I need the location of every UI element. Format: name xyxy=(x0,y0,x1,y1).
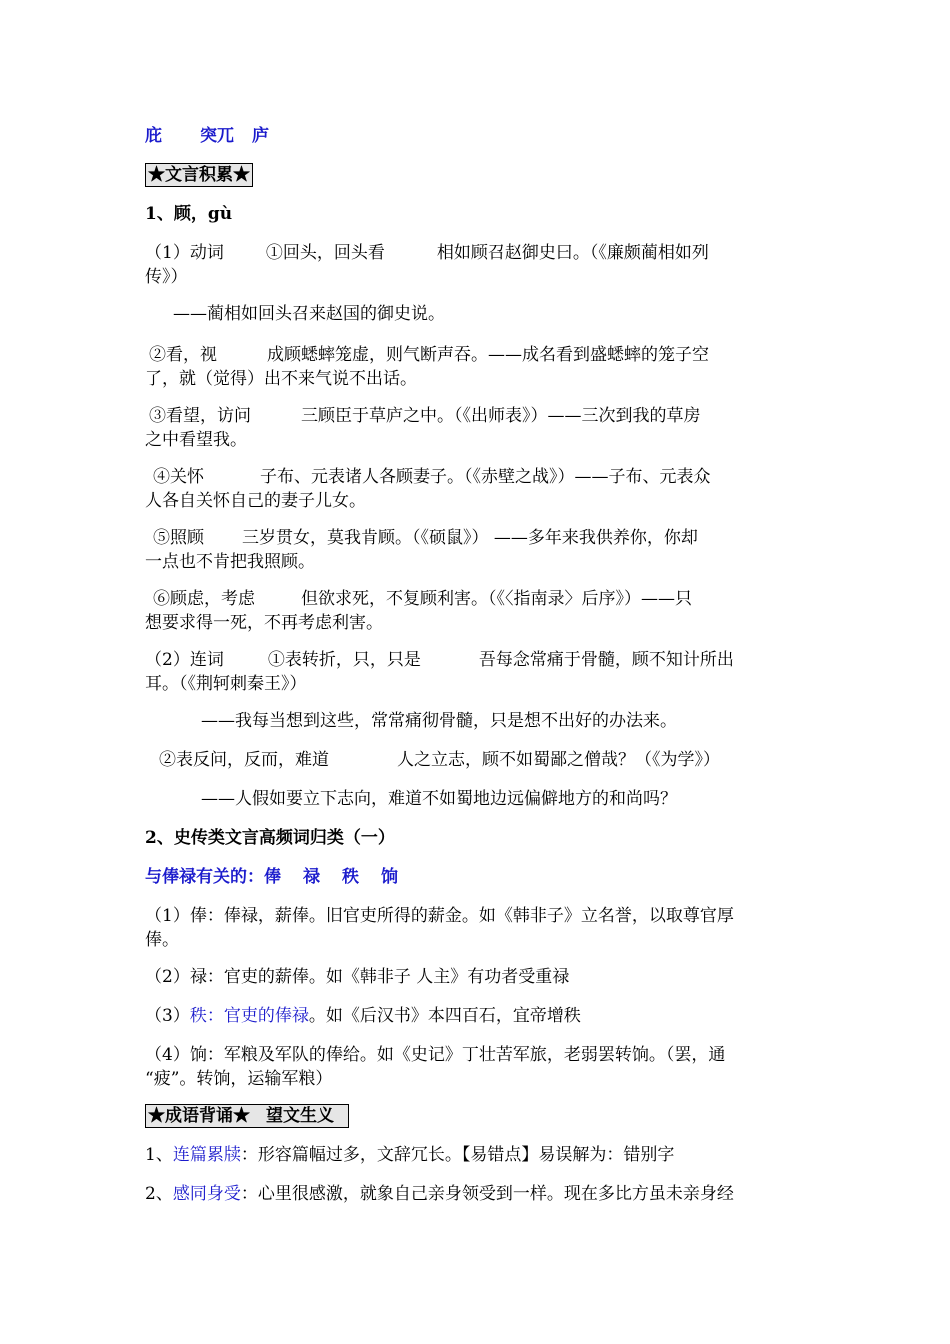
paragraph-line: ⑥顾虑，考虑 但欲求死，不复顾利害。（《〈指南录〉后序》）——只 xyxy=(153,589,692,609)
paragraph-line: ②看，视 成顾蟋蟀笼虚，则气断声吞。——成名看到盛蟋蟀的笼子空 xyxy=(149,345,709,365)
paragraph-line: ⑤照顾 三岁贯女，莫我肯顾。（《硕鼠》） ——多年来我供养你，你却 xyxy=(153,528,698,548)
paragraph-line: 人各自关怀自己的妻子儿女。 xyxy=(145,491,366,511)
keyword: 禄 xyxy=(303,867,320,887)
item-title: 2、史传类文言高频词归类（一） xyxy=(145,828,395,848)
paragraph-line: “疲”。转饷，运输军粮） xyxy=(145,1069,333,1089)
idiom-term: 连篇累牍 xyxy=(172,1145,241,1165)
paragraph-line: （2）连词 ①表转折，只，只是 吾每念常痛于骨髓，顾不知计所出 xyxy=(145,650,734,670)
header-word: 庐 xyxy=(252,126,269,146)
section-heading xyxy=(145,163,807,187)
paragraph-line: ④关怀 子布、元表诸人各顾妻子。（《赤壁之战》）——子布、元表众 xyxy=(153,467,711,487)
paragraph-line: 之中看望我。 xyxy=(145,430,247,450)
keyword: 秩 xyxy=(342,867,359,887)
list-item: 2、感同身受：心里很感激，就象自己亲身领受到一样。现在多比方虽未亲身经 xyxy=(145,1184,734,1204)
paragraph-line: 耳。（《荆轲刺秦王》） xyxy=(145,674,307,694)
keyword-group: 与俸禄有关的：俸 禄 秩 饷 xyxy=(145,867,398,887)
translation-line: ——人假如要立下志向，难道不如蜀地边远偏僻地方的和尚吗？ xyxy=(201,789,677,809)
item-title: 1、顾，gù xyxy=(145,204,233,224)
paragraph-line: （4）饷：军粮及军队的俸给。如《史记》丁壮苦军旅，老弱罢转饷。（罢，通 xyxy=(145,1045,726,1065)
paragraph-line: 传》） xyxy=(145,267,188,287)
paragraph-line: （2）禄：官吏的薪俸。如《韩非子 人主》有功者受重禄 xyxy=(145,967,570,987)
highlight-text: 秩：官吏的俸禄 xyxy=(189,1006,309,1026)
paragraph-line: 一点也不肯把我照顾。 xyxy=(145,552,315,572)
section-title-box: ★成语背诵★ 望文生义 xyxy=(145,1104,349,1128)
paragraph-line: （1）动词 ①回头，回头看 相如顾召赵御史曰。（《廉颇蔺相如列 xyxy=(145,243,709,263)
translation-line: ——蔺相如回头召来赵国的御史说。 xyxy=(173,304,445,324)
paragraph-line: ③看望，访问 三顾臣于草庐之中。（《出师表》）——三次到我的草房 xyxy=(149,406,701,426)
header-word: 突兀 xyxy=(200,126,234,146)
paragraph-line: 想要求得一死，不再考虑利害。 xyxy=(145,613,383,633)
keyword: 饷 xyxy=(381,867,398,887)
paragraph-line: （3）秩：官吏的俸禄。如《后汉书》本四百石，宜帝增秩 xyxy=(145,1006,581,1026)
paragraph-line: （1）俸：俸禄，薪俸。旧官吏所得的薪金。如《韩非子》立名誉，以取尊官厚 xyxy=(145,906,734,926)
paragraph-line: 俸。 xyxy=(145,930,179,950)
header-words xyxy=(145,124,807,148)
keyword: 俸 xyxy=(264,867,281,887)
section-heading xyxy=(145,1104,807,1128)
translation-line: ——我每当想到这些，常常痛彻骨髓，只是想不出好的办法来。 xyxy=(201,711,677,731)
paragraph-line: ②表反问，反而，难道 人之立志，顾不如蜀鄙之僧哉？（《为学》） xyxy=(159,750,720,770)
header-word: 庇 xyxy=(145,126,162,146)
list-item: 1、连篇累牍：形容篇幅过多，文辞冗长。【易错点】易误解为：错别字 xyxy=(145,1145,675,1165)
idiom-term: 感同身受 xyxy=(172,1184,241,1204)
section-title-box: ★文言积累★ xyxy=(145,163,253,187)
paragraph-line: 了，就（觉得）出不来气说不出话。 xyxy=(145,369,417,389)
